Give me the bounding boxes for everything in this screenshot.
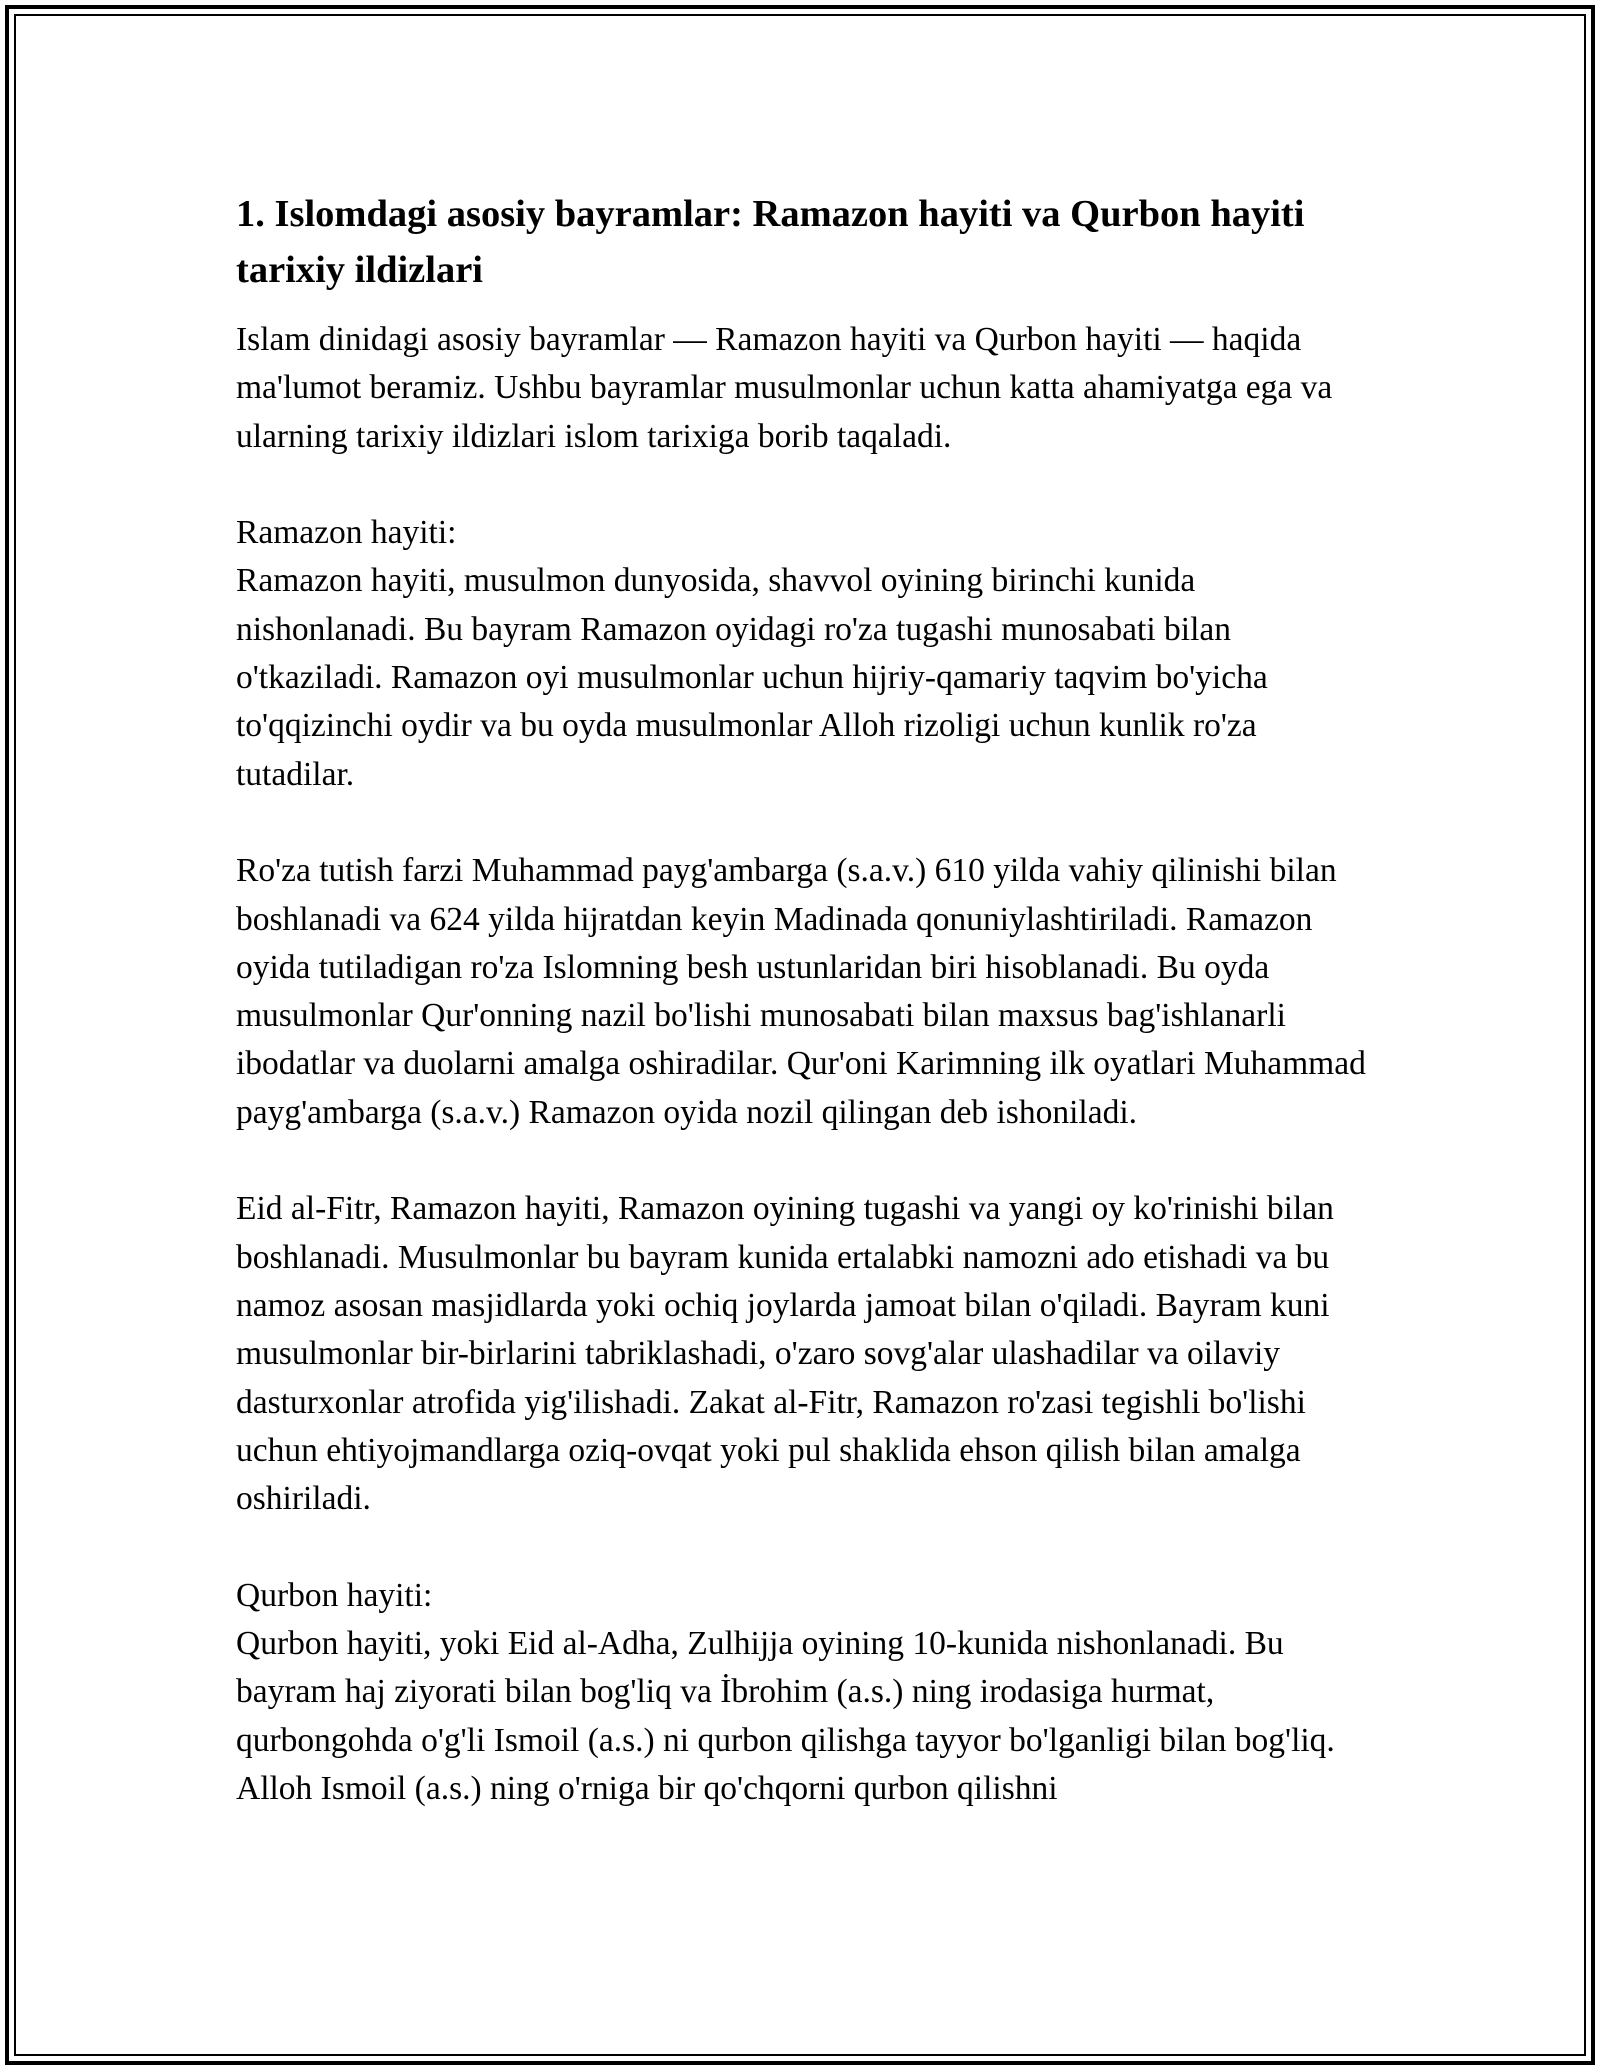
ramazon-paragraph-1: Ramazon hayiti, musulmon dunyosida, shavvol oyining birinchi kunida nishonlanadi. Bu bayram Ramazon oyidagi ro'za tugashi munosabati bilan o'tkaziladi. Ramazon oyi musulmonlar uchun hijriy-qamariy taqvim bo'yicha to'qqizinchi oydir va bu oyda musulmonlar Alloh rizoligi uchun kunlik ro'za tutadilar. [236,562,1268,793]
document-body [236,186,1376,1813]
intro-paragraph: Islam dinidagi asosiy bayramlar — Ramazon hayiti va Qurbon hayiti — haqida ma'lumot beramiz. Ushbu bayramlar musulmonlar uchun katta ahamiyatga ega va ularning tarixiy ildizlari islom tarixiga borib taqaladi. [236,321,1333,455]
ramazon-paragraph-2: Ro'za tutish farzi Muhammad payg'ambarga (s.a.v.) 610 yilda vahiy qilinishi bilan boshlanadi va 624 yilda hijratdan keyin Madinada qonuniylashtiriladi. Ramazon oyida tutiladigan ro'za Islomning besh ustunlaridan biri hisoblanadi. Bu oyda musulmonlar Qur'onning nazil bo'lishi munosabati bilan maxsus bag'ishlanarli ibodatlar va duolarni amalga oshiradilar. Qur'oni Karimning ilk oyatlari Muhammad payg'ambarga (s.a.v.) Ramazon oyida nozil qilingan deb ishoniladi. [236,852,1366,1131]
ramazon-paragraph-3: Eid al-Fitr, Ramazon hayiti, Ramazon oyining tugashi va yangi oy ko'rinishi bilan boshlanadi. Musulmonlar bu bayram kunida ertalabki namozni ado etishadi va bu namoz asosan masjidlarda yoki ochiq joylarda jamoat bilan o'qiladi. Bayram kuni musulmonlar bir-birlarini tabriklashadi, o'zaro sovg'alar ulashadilar va oilaviy dasturxonlar atrofida yig'ilishadi. Zakat al-Fitr, Ramazon ro'zasi tegishli bo'lishi uchun ehtiyojmandlarga oziq-ovqat yoki pul shaklida ehson qilish bilan amalga oshiriladi. [236,1190,1334,1518]
ramazon-section-paragraph [236,509,1376,799]
qurbon-heading: Qurbon hayiti: [236,1576,433,1614]
document-title: 1. Islomdagi asosiy bayramlar: Ramazon hayiti va Qurbon hayiti tarixiy ildizlari [236,193,1305,291]
qurbon-section-paragraph [236,1572,1376,1813]
ramazon-heading: Ramazon hayiti: [236,514,457,552]
qurbon-paragraph-1: Qurbon hayiti, yoki Eid al-Adha, Zulhijja oyining 10-kunida nishonlanadi. Bu bayram haj ziyorati bilan bog'liq va İbrohim (a.s.) ning irodasiga hurmat, qurbongohda o'g'li Ismoil (a.s.) ni qurbon qilishga tayyor bo'lganligi bilan bog'liq. Alloh Ismoil (a.s.) ning o'rniga bir qo'chqorni qurbon qilishni [236,1625,1335,1807]
